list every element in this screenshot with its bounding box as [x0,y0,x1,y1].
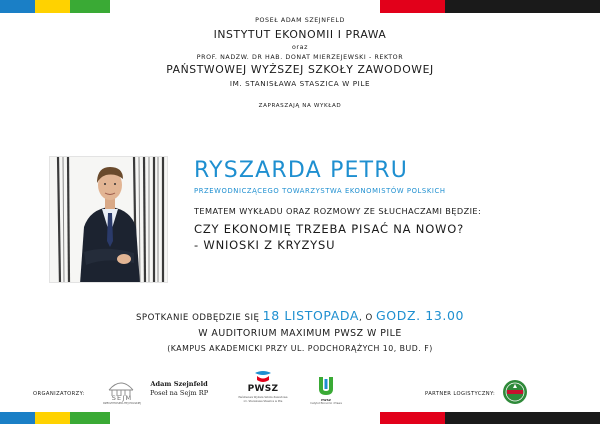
sejm-caption: RZECZYPOSPOLITEJ POLSKIEJ [103,402,141,405]
partner-logo [502,379,528,405]
pwsz-caption-2: im. Stanisława Staszica w Pile [243,400,283,403]
mp-title: Poseł na Sejm RP [150,388,209,397]
university-patron: IM. STANISŁAWA STASZICA W PILE [229,79,371,88]
invitation-text: ZAPRASZAJĄ NA WYKŁAD [258,103,342,109]
meeting-datetime [0,308,600,323]
stripe-green [70,412,110,424]
host-mp: POSEŁ ADAM SZEJNFELD [255,17,345,24]
stripe-blue [0,0,35,13]
stripe-white [110,412,380,424]
speaker-name: RYSZARDA PETRU [194,158,409,183]
stripe-blue [0,412,35,424]
speaker-details [194,158,574,253]
stripe-yellow [35,0,70,13]
stripe-yellow [35,412,70,424]
mp-logo [150,380,208,398]
pwsz-caption-1: Państwowa Wyższa Szkoła Zawodowa [238,396,288,399]
speaker-role: PRZEWODNICZĄCEGO TOWARZYSTWA EKONOMISTÓW POLSKICH [194,187,446,195]
meeting-address: (KAMPUS AKADEMICKI PRZY UL. PODCHORĄŻYCH 10, BUD. F) [167,344,433,353]
sejm-label: SEJM [111,394,133,402]
speaker-photo [49,156,168,283]
meeting-place: W AUDITORIUM MAXIMUM PWSZ W PILE [198,328,402,339]
stripe-white [110,0,380,13]
institute-caption: PWSZ [321,398,331,402]
bottom-color-stripe [0,412,600,424]
meeting-date: 18 LISTOPADA [262,308,360,323]
stripe-black [445,0,600,13]
institute-logo [316,375,336,397]
lecture-topic-line1: CZY EKONOMIĘ TRZEBA PISAĆ NA NOWO? [194,222,464,236]
meeting-middle: , O [359,313,373,323]
meeting-prefix: SPOTKANIE ODBĘDZIE SIĘ [135,313,260,323]
stripe-black [445,412,600,424]
stripe-green [70,0,110,13]
organizers-label: ORGANIZATORZY: [33,391,85,397]
lecture-topic [194,222,574,253]
topic-intro: TEMATEM WYKŁADU ORAZ ROZMOWY ZE SŁUCHACZAMI BĘDZIE: [194,206,482,216]
institute-name: INSTYTUT EKONOMII I PRAWA [213,28,387,41]
stripe-red [380,0,445,13]
rector-line: PROF. NADZW. DR HAB. DONAT MIERZEJEWSKI - REKTOR [196,54,404,61]
invitation-header [0,17,600,109]
stripe-red [380,412,445,424]
conjunction: oraz [291,44,308,51]
top-color-stripe [0,0,600,13]
partner-label: PARTNER LOGISTYCZNY: [425,391,496,397]
meeting-info [0,308,600,353]
university-name: PAŃSTWOWEJ WYŻSZEJ SZKOŁY ZAWODOWEJ [166,63,434,76]
pwsz-label: PWSZ [247,384,279,394]
meeting-time: GODZ. 13.00 [376,308,465,323]
institute-caption-2: Instytut Ekonomii i Prawa [310,402,342,405]
mp-name: Adam Szejnfeld [150,380,208,388]
lecture-topic-line2: - WNIOSKI Z KRYZYSU [194,237,336,252]
